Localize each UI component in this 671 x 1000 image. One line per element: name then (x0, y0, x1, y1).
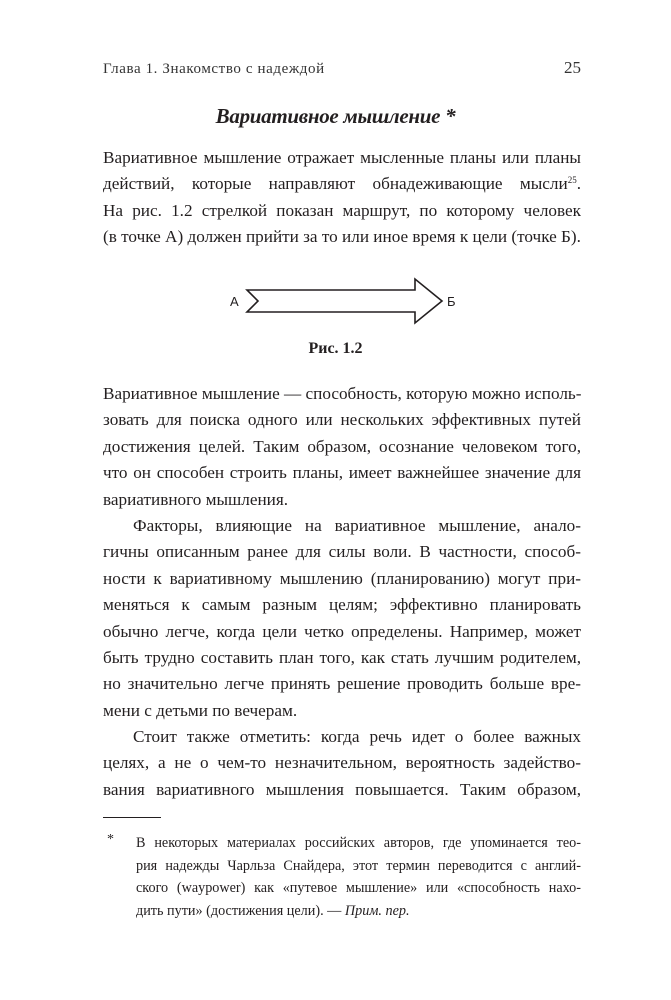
text-line: Факторы, влияющие на вариативное мышление, анало- (133, 516, 581, 535)
text-segment: действий, которые направляют обнадеживающие мысли (103, 174, 568, 194)
route-arrow (247, 279, 442, 323)
text-line: обычно легче, когда цели четко определены. Например, может (103, 621, 581, 641)
text-line: вания вариативного мышления повышается. Таким образом, (103, 779, 581, 799)
text-line: мени с детьми по вечерам. (103, 700, 298, 720)
text-line: гичны описанным ранее для силы воли. В частности, способ- (103, 542, 581, 562)
text-line: вариативного мышления. (103, 489, 289, 509)
paragraph-3 (103, 513, 581, 724)
arrow-diagram (225, 276, 465, 326)
text-line: зовать для поиска одного или нескольких эффективных путей (103, 410, 581, 430)
footnote-line: В некоторых материалах российских авторов, где упоминается тео- (136, 835, 581, 851)
text-line: (в точке А) должен прийти за то или иное время к цели (точке Б). (103, 227, 581, 247)
text-line: Вариативное мышление отражает мысленные планы или планы (103, 148, 581, 167)
text-segment: дить пути» (достижения цели). — (136, 902, 342, 919)
footnote-line: ского (waypower) как «путевое мышление» или «способность нахо- (136, 880, 581, 897)
text-line: ности к вариативному мышлению (планированию) могут при- (103, 568, 581, 588)
running-header (103, 58, 581, 78)
text-line: достижения целей. Таким образом, осознание человеком того, (103, 436, 581, 456)
point-b-label: Б (447, 294, 456, 309)
text-line (103, 171, 581, 197)
page-number: 25 (564, 58, 581, 77)
text-line: целях, а не о чем-то незначительном, вероятность задейство- (103, 753, 581, 773)
text-line: Стоит также отметить: когда речь идет о более важных (133, 727, 581, 746)
text-line: Вариативное мышление — способность, которую можно исполь- (103, 384, 582, 403)
text-line: меняться к самым разным целям; эффективно планировать (103, 595, 581, 615)
text-line: быть трудно составить план того, как стать лучшим родителем, (103, 648, 581, 668)
footnote-rule (103, 817, 161, 818)
figure-caption: Рис. 1.2 (308, 340, 363, 357)
text-line: но значительно легче принять решение проводить больше вре- (103, 674, 581, 694)
paragraph-2 (103, 381, 581, 513)
footnote-text (136, 832, 581, 922)
arrow-figure (225, 276, 465, 326)
paragraph-4 (103, 724, 581, 803)
footnote-marker: * (107, 832, 114, 847)
chapter-title: Глава 1. Знакомство с надеждой (103, 61, 325, 77)
text-line: На рис. 1.2 стрелкой показан маршрут, по которому человек (103, 200, 581, 220)
section-title: Вариативное мышление * (215, 104, 456, 128)
footnote-line: рия надежды Чарльза Снайдера, этот термин переводится с англий- (136, 857, 581, 874)
footnote-line (136, 900, 581, 923)
reference-superscript: 25 (567, 175, 577, 186)
point-a-label: А (230, 294, 239, 309)
text-line: что он способен строить планы, имеет важнейшее значение для (103, 463, 581, 483)
text-segment: . (576, 174, 581, 194)
translator-note: Прим. пер. (344, 902, 410, 919)
paragraph-1 (103, 145, 581, 251)
